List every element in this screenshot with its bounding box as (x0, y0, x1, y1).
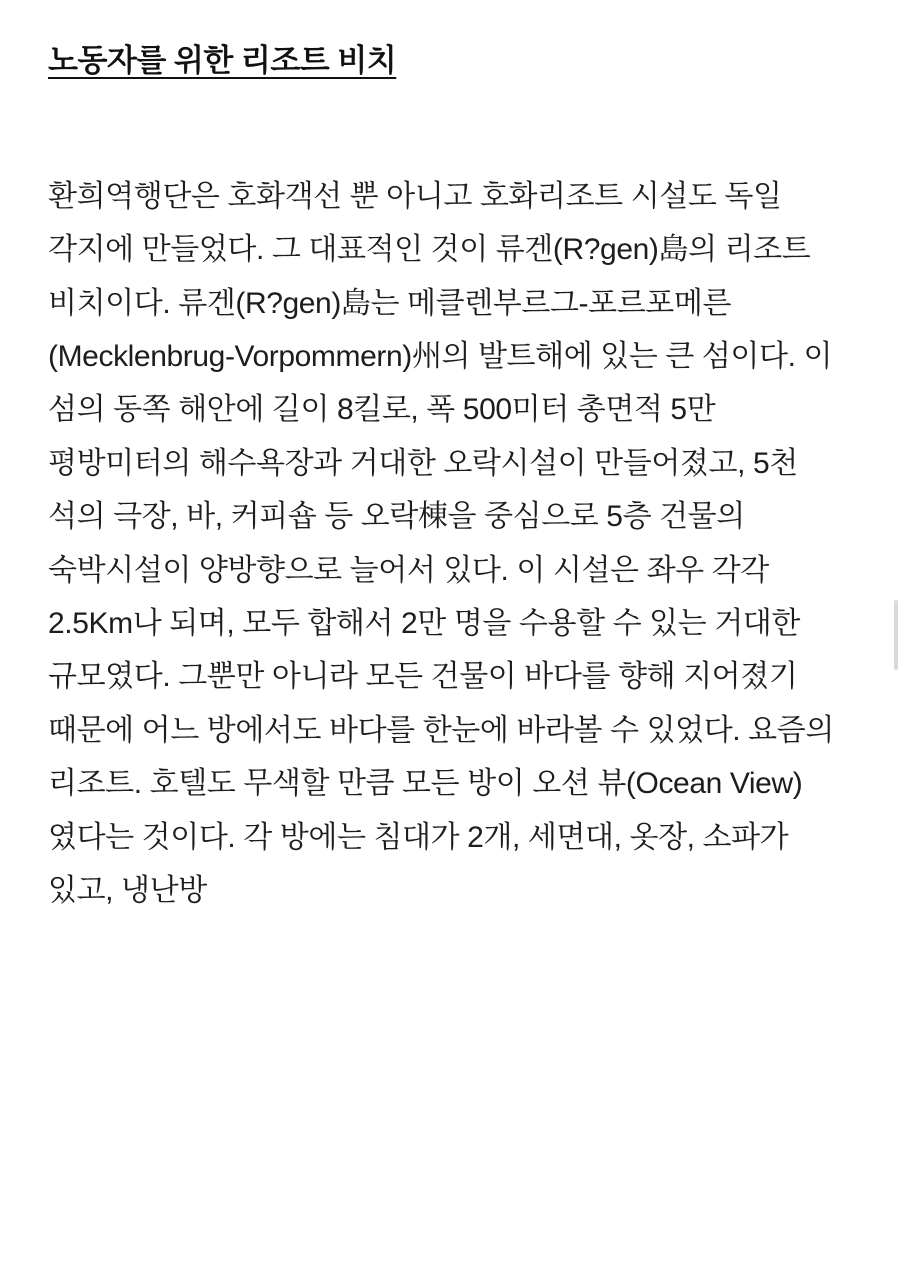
body-paragraph: 환희역행단은 호화객선 뿐 아니고 호화리조트 시설도 독일 각지에 만들었다. 그 대표적인 것이 류겐(R?gen)島의 리조트 비치이다. 류겐(R?gen)島는 메클렌부르그-포르포메른(Mecklenbrug-Vorpommern)州의 발트해에 있는 큰 섬이다. 이 섬의 동쪽 해안에 길이 8킬로, 폭 500미터 총면적 5만 평방미터의 해수욕장과 거대한 오락시설이 만들어졌고, 5천 석의 극장, 바, 커피숍 등 오락棟을 중심으로 5층 건물의 숙박시설이 양방향으로 늘어서 있다. 이 시설은 좌우 각각 2.5Km나 되며, 모두 합해서 2만 명을 수용할 수 있는 거대한 규모였다. 그뿐만 아니라 모든 건물이 바다를 향해 지어졌기 때문에 어느 방에서도 바다를 한눈에 바라볼 수 있었다. 요즘의 리조트. 호텔도 무색할 만큼 모든 방이 오션 뷰(Ocean View)였다는 것이다. 각 방에는 침대가 2개, 세면대, 옷장, 소파가 있고, 냉난방 (48, 179, 834, 907)
document-body (48, 170, 852, 917)
page-title: 노동자를 위한 리조트 비치 (48, 43, 397, 78)
scrollbar-thumb[interactable] (894, 600, 898, 670)
